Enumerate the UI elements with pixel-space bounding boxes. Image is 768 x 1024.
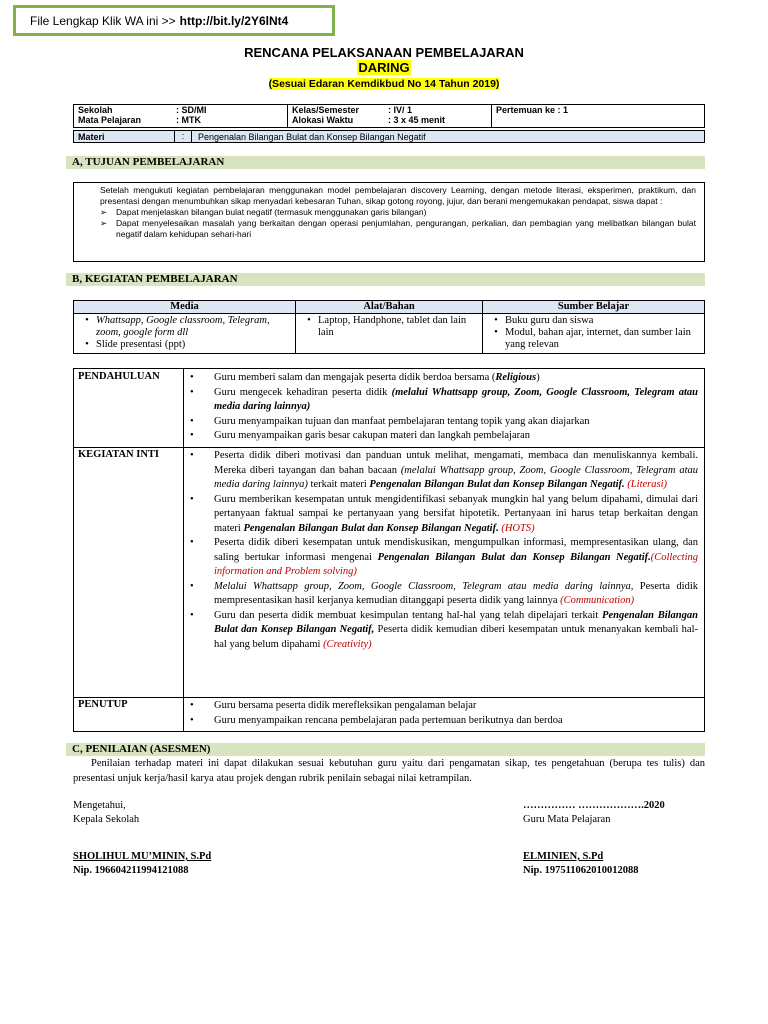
row-kegiatan-inti [74,447,704,698]
media-cell [74,314,296,354]
banner-text: File Lengkap Klik WA ini >> [30,13,176,28]
left-nip: Nip. 196604211994121088 [73,865,189,876]
list-item [190,609,698,653]
bullet-icon: • [190,537,194,548]
info-cell-class [288,105,492,128]
right-line2: Guru Mata Pelajaran [523,814,611,825]
section-b-heading: B, KEGIATAN PEMBELAJARAN [66,273,705,286]
bullet-icon: • [190,609,194,621]
item-text: Guru menyampaikan garis besar cakupan materi dan langkah pembelajaran [214,430,531,441]
item-text [214,386,698,415]
signature-right-name [523,850,639,878]
text-run: Guru mengecek kehadiran peserta didik [214,386,392,398]
time-value: : 3 x 45 menit [388,115,446,125]
text-run: Peserta didik mempresentasikan hasil kerjanya kemudian ditanggapi peserta didik yang lainnya [214,580,699,606]
subject-value: : MTK [176,115,201,125]
inti-items [190,449,698,652]
text-run: Pengenalan Bilangan Bulat dan Konsep Bilangan Negatif. [243,522,499,534]
item-text: Guru menyampaikan rencana pembelajaran pada pertemuan berikutnya dan berdoa [214,714,563,726]
materi-label: Materi [74,131,175,142]
list-item [190,536,698,580]
tujuan-point-text: Dapat menyelesaikan masalah yang berkaitan dengan operasi penjumlahan, pengurangan, perkalian, dan pembagian yang melibatkan bilangan bulat negatif dalam kehidupan sehari-hari [116,218,696,239]
school-label: Sekolah [78,105,113,115]
alat-cell [296,314,483,354]
bullet-icon: • [85,339,89,350]
list-item [190,415,698,430]
left-line1: Mengetahui, [73,800,126,811]
row-pendahuluan [74,369,704,448]
subtitle-text: DARING [358,60,410,75]
tujuan-point [100,207,696,218]
signature-right [523,799,665,827]
bullet-icon: • [85,315,89,326]
text-run: terkait materi [307,479,370,490]
sumber-header: Sumber Belajar [483,301,705,314]
left-name: SHOLIHUL MU’MININ, S.Pd [73,851,212,862]
alat-item-text: Laptop, Handphone, tablet dan lain lain [318,315,467,338]
text-run: Peserta didik diberi kesempatan untuk mendiskusikan, mengumpulkan informasi, mempresentasikan ulang, dan saling bertukar informasi mengenai [214,537,698,563]
note-text: (Sesuai Edaran Kemdikbud No 14 Tahun 2019) [268,78,500,90]
list-item [300,315,478,339]
text-run: (HOTS) [501,522,535,534]
text-run: (Creativity) [323,638,372,650]
tujuan-intro: Setelah mengukuti kegiatan pembelajaran menggunakan model pembelajaran discovery Learning, dengan metode literasi, eksperimen, praktikum, dan presentasi dengan menumbuhkan sikap menyadari kebesaran Tuhan, sikap gotong royong, jujur, dan berani mengemukakan pendapat, siswa dapat : [100,185,696,206]
text-run: Guru dan peserta didik membuat kesimpulan tentang hal-hal yang telah dipelajari terkait [214,609,603,621]
inti-label: KEGIATAN INTI [78,449,160,460]
school-value: : SD/MI [176,105,207,115]
text-run: Pengenalan Bilangan Bulat dan Konsep Bilangan Negatif, [214,609,698,635]
download-banner[interactable] [13,5,335,36]
tujuan-box [73,182,705,262]
media-header: Media [74,301,296,314]
text-run: Religious [495,372,537,383]
meeting-value: Pertemuan ke : 1 [496,105,569,115]
item-text: Guru menyampaikan tujuan dan manfaat pembelajaran tentang topik yang akan diajarkan [214,415,590,427]
pendahuluan-label: PENDAHULUAN [78,371,160,382]
text-run: (melalui Whattsapp group, Zoom, Google Classroom, Telegram atau media daring lainnya) [214,464,699,490]
text-run: (Communication) [560,595,635,606]
sumber-cell [483,314,705,354]
pendahuluan-items [190,371,698,444]
section-a-heading: A, TUJUAN PEMBELAJARAN [66,156,705,169]
item-text: Guru bersama peserta didik merefleksikan pengalaman belajar [214,700,477,711]
bullet-icon: • [494,315,498,326]
alat-header: Alat/Bahan [296,301,483,314]
materi-value: Pengenalan Bilangan Bulat dan Konsep Bilangan Negatif [198,131,426,142]
text-run: Pengenalan Bilangan Bulat dan Konsep Bilangan Negatif. [369,479,625,490]
media-item-text: Slide presentasi (ppt) [96,339,186,350]
info-cell-school [74,105,288,128]
banner-link[interactable]: http://bit.ly/2Y6lNt4 [179,13,289,28]
bullet-icon: • [190,700,194,711]
bullet-icon: • [307,315,311,326]
right-name: ELMINIEN, S.Pd [523,851,604,862]
bullet-icon: • [190,580,194,592]
tujuan-point-text: Dapat menjelaskan bilangan bulat negatif (termasuk menggunakan garis bilangan) [116,207,427,217]
bullet-icon: • [190,493,194,505]
text-run: ) [536,372,540,383]
bullet-icon: • [190,372,194,383]
list-item [190,493,698,537]
media-table [73,300,705,354]
bullet-icon: • [190,386,194,398]
text-run: Guru memberi salam dan mengajak peserta didik berdoa bersama ( [214,372,496,383]
arrow-bullet-icon: ➢ [100,207,108,217]
left-line2: Kepala Sekolah [73,814,140,825]
item-text [214,580,698,609]
signature-left-name [73,850,211,878]
list-item [487,327,700,351]
materi-row [73,130,705,143]
item-text [214,371,698,386]
media-item-text: Whattsapp, Google classroom, Telegram, zoom, google form dll [96,315,270,338]
list-item [190,699,698,714]
list-item [190,371,698,386]
text-run: (melalui Whattsapp group, Zoom, Google Classroom, Telegram atau media daring lainnya) [214,386,698,412]
time-label: Alokasi Waktu [292,115,354,125]
class-value: : IV/ 1 [388,105,413,115]
section-c-heading: C, PENILAIAN (ASESMEN) [66,743,705,756]
document-subtitle [0,60,768,75]
text-run: (Collecting information and Problem solving) [214,551,699,577]
materi-colon: : [175,131,192,142]
list-item [487,315,700,327]
subject-label: Mata Pelajaran [78,115,142,125]
penilaian-text: Penilaian terhadap materi ini dapat dilakukan sesuai kebutuhan guru yaitu dari pengamatan sikap, tes pengetahuan (berupa tes tulis) dan presentasi unjuk kerja/hasil karya atau projek dengan rubrik penilain sebagai nilai ketrampilan. [73,758,705,784]
bullet-icon: • [494,327,498,338]
row-penutup [74,697,704,731]
list-item [78,339,291,351]
sumber-item-text: Modul, bahan ajar, internet, dan sumber lain yang relevan [505,327,691,350]
document-title: RENCANA PELAKSANAAN PEMBELAJARAN [244,45,524,60]
arrow-bullet-icon: ➢ [100,218,108,228]
item-text [214,609,698,653]
bullet-icon: • [190,450,194,461]
bullet-icon: • [190,415,194,427]
right-date: …………… ……………….2020 [523,800,665,811]
info-cell-meeting [492,105,705,128]
list-item [190,580,698,609]
list-item [190,386,698,415]
penutup-items [190,699,698,728]
sumber-item-text: Buku guru dan siswa [505,315,594,326]
text-run: Guru memberikan kesempatan untuk mengidentifikasi sebanyak mungkin hal yang belum dipahami, dimulai dari pertanyaan faktual sampai ke pertanyaan yang bersifat hipotetik. Pertanyaan ini harus tetap berkaitan dengan materi [214,493,698,534]
info-table [73,104,705,128]
right-nip: Nip. 197511062010012088 [523,865,639,876]
list-item [190,449,698,493]
text-run: Peserta didik kemudian diberi kesempatan untuk menanyakan kembali hal-hal yang belum dipahami [214,624,698,650]
list-item [190,429,698,444]
list-item [78,315,291,339]
class-label: Kelas/Semester [292,105,360,115]
item-text [214,493,698,537]
item-text [214,536,698,580]
bullet-icon: • [190,714,194,726]
signature-left [73,799,139,827]
bullet-icon: • [190,430,194,441]
tujuan-point [100,218,696,240]
item-text [214,449,698,493]
activities-table [73,368,705,732]
list-item [190,714,698,729]
penutup-label: PENUTUP [78,699,128,710]
text-run: Melalui Whattsapp group, Zoom, Google Classroom, Telegram atau media daring lainnya, [214,580,634,592]
text-run: Peserta didik diberi motivasi dan panduan untuk melihat, mengamati, membaca dan menuliskannya kembali. Mereka diberi tayangan dan bahan bacaan [214,450,698,476]
text-run: (Literasi) [627,479,667,490]
document-note [0,78,768,90]
text-run: Pengenalan Bilangan Bulat dan Konsep Bilangan Negatif. [377,551,651,563]
